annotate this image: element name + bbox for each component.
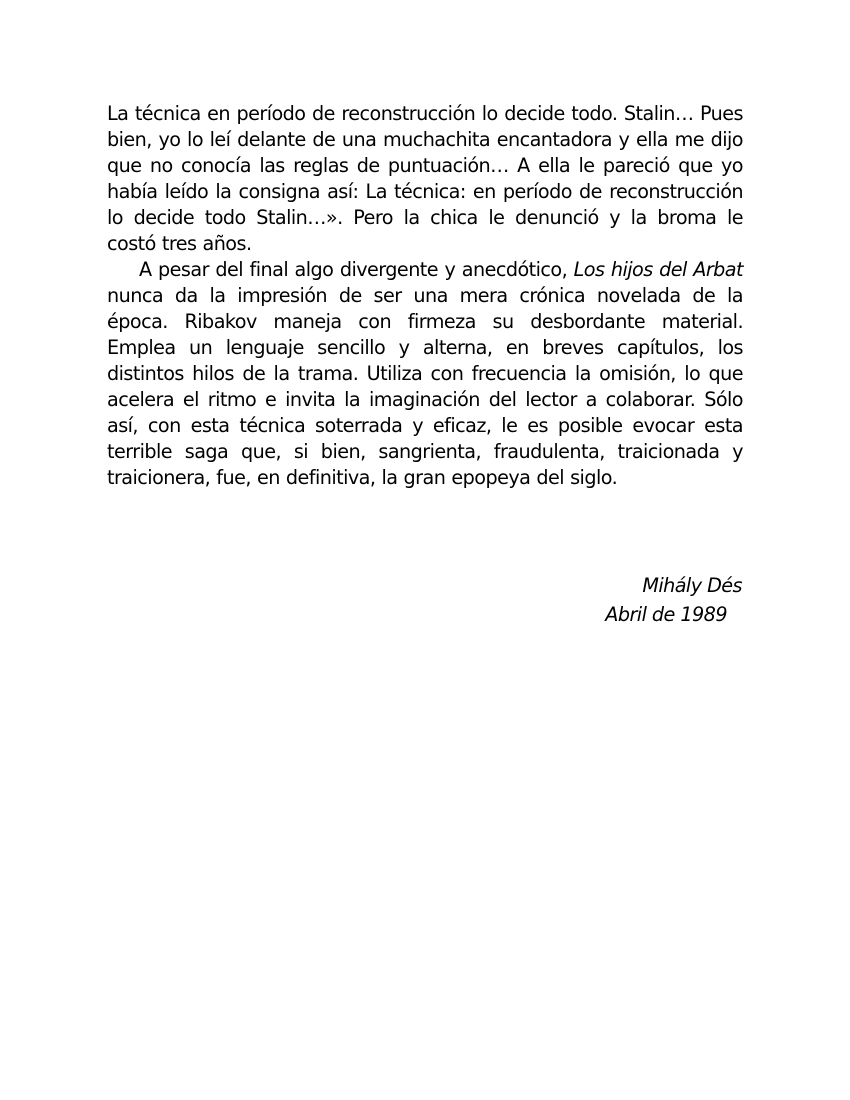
signature-date: Abril de 1989 — [605, 603, 727, 626]
paragraph-quote-text: La técnica en período de reconstrucción lo decide todo. Stalin… Pues bien, yo lo leí delante de una muchachita encantadora y ella me dijo que no conocía las reglas de puntuación… A ella le pareció que yo había leído la consigna así: La técnica: en período de reconstrucción lo decide todo Stalin…». Pero la chica le denunció y la broma le costó tres años. — [107, 102, 743, 255]
paragraph-commentary-rest: nunca da la impresión de ser una mera crónica novelada de la época. Ribakov maneja con firmeza su desbordante material. Emplea un lenguaje sencillo y alterna, en breves capítulos, los distintos hilos de la trama. Utiliza con frecuencia la omisión, lo que acelera el ritmo e invita la imaginación del lector a colaborar. Sólo así, con esta técnica soterrada y eficaz, le es posible evocar esta terrible saga que, si bien, sangrienta, fraudulenta, traicionada y traicionera, fue, en definitiva, la gran epopeya del siglo. — [107, 284, 743, 489]
book-title: Los hijos del Arbat — [573, 258, 743, 281]
paragraph-commentary-lead: A pesar del final algo divergente y anecdótico, — [139, 258, 568, 281]
signature-author: Mihály Dés — [642, 574, 742, 597]
paragraph-quote — [107, 101, 743, 257]
paragraph-commentary — [107, 257, 743, 491]
signature-block — [605, 571, 742, 629]
body-text — [107, 101, 743, 491]
